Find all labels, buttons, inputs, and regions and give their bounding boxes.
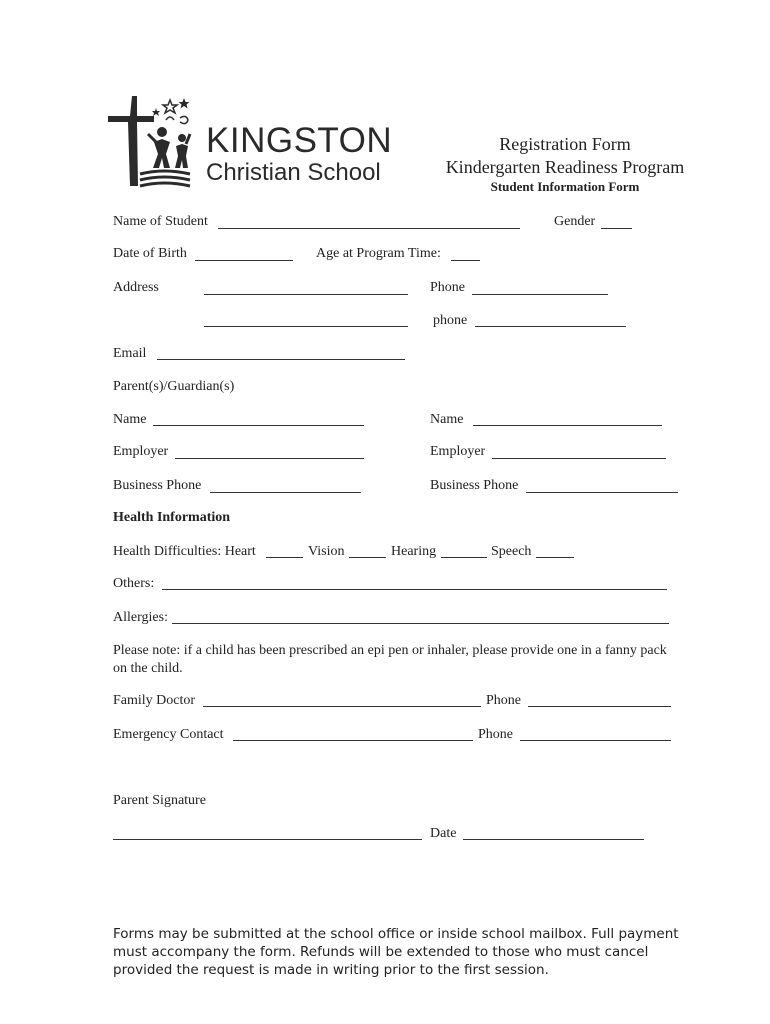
parent1-business-phone-field[interactable] (210, 492, 361, 493)
vision-field[interactable] (349, 557, 386, 558)
school-subtitle: Christian School (206, 159, 381, 186)
student-name-field[interactable] (218, 228, 520, 229)
parents-heading: Parent(s)/Guardian(s) (113, 379, 235, 394)
program-title: Kindergarten Readiness Program (445, 157, 685, 177)
heart-field[interactable] (266, 557, 303, 558)
family-doctor-label: Family Doctor (113, 693, 196, 708)
age-label: Age at Program Time: (316, 246, 441, 261)
health-difficulties-label: Health Difficulties: Heart (113, 544, 256, 559)
allergies-label: Allergies: (113, 610, 168, 625)
form-title: Registration Form (499, 134, 631, 154)
address-label: Address (113, 280, 159, 295)
date-label: Date (430, 826, 457, 841)
phone-field[interactable] (472, 294, 608, 295)
parent1-name-label: Name (113, 412, 147, 427)
epi-pen-note-line1: Please note: if a child has been prescribed an epi pen or inhaler, please provide one in a fanny pack (113, 643, 667, 658)
school-logo (104, 94, 414, 194)
speech-field[interactable] (536, 557, 574, 558)
address-field-line1[interactable] (204, 294, 408, 295)
hearing-label: Hearing (391, 544, 437, 559)
vision-label: Vision (308, 544, 345, 559)
parent1-employer-label: Employer (113, 444, 169, 459)
doctor-phone-field[interactable] (528, 706, 671, 707)
emergency-contact-field[interactable] (233, 740, 473, 741)
others-field[interactable] (162, 589, 667, 590)
parent-signature-field[interactable] (113, 839, 422, 840)
hearing-field[interactable] (441, 557, 487, 558)
parent1-name-field[interactable] (153, 425, 364, 426)
phone-label: Phone (430, 280, 465, 295)
others-label: Others: (113, 576, 155, 591)
email-field[interactable] (157, 359, 405, 360)
submission-note: Forms may be submitted at the school office or inside school mailbox. Full payment must accompany the form. Refunds will be extended to those who must cancel provided the request is made in writing prior to the first session. (113, 926, 679, 978)
parent1-business-phone-label: Business Phone (113, 478, 202, 493)
emergency-phone-field[interactable] (520, 740, 671, 741)
phone2-label: phone (433, 313, 468, 328)
emergency-contact-label: Emergency Contact (113, 727, 224, 742)
email-label: Email (113, 346, 147, 361)
epi-pen-note-line2: on the child. (113, 661, 183, 676)
school-name: KINGSTON (206, 121, 393, 160)
parent-signature-label: Parent Signature (113, 793, 206, 808)
cross-kids-logo-icon (104, 94, 204, 194)
dob-field[interactable] (195, 260, 293, 261)
emergency-phone-label: Phone (478, 727, 513, 742)
parent2-employer-label: Employer (430, 444, 486, 459)
student-name-label: Name of Student (113, 214, 208, 229)
gender-field[interactable] (601, 228, 632, 229)
parent1-employer-field[interactable] (175, 458, 364, 459)
doctor-phone-label: Phone (486, 693, 521, 708)
parent2-name-field[interactable] (473, 425, 662, 426)
form-subtitle: Student Information Form (490, 179, 640, 194)
dob-label: Date of Birth (113, 246, 187, 261)
age-field[interactable] (451, 260, 480, 261)
parent2-business-phone-field[interactable] (526, 492, 678, 493)
allergies-field[interactable] (172, 623, 669, 624)
family-doctor-field[interactable] (203, 706, 481, 707)
gender-label: Gender (554, 214, 596, 229)
parent2-name-label: Name (430, 412, 464, 427)
parent2-employer-field[interactable] (492, 458, 666, 459)
parent2-business-phone-label: Business Phone (430, 478, 519, 493)
address-field-line2[interactable] (204, 326, 408, 327)
date-field[interactable] (463, 839, 644, 840)
speech-label: Speech (491, 544, 532, 559)
health-heading: Health Information (113, 510, 231, 525)
phone2-field[interactable] (475, 326, 626, 327)
